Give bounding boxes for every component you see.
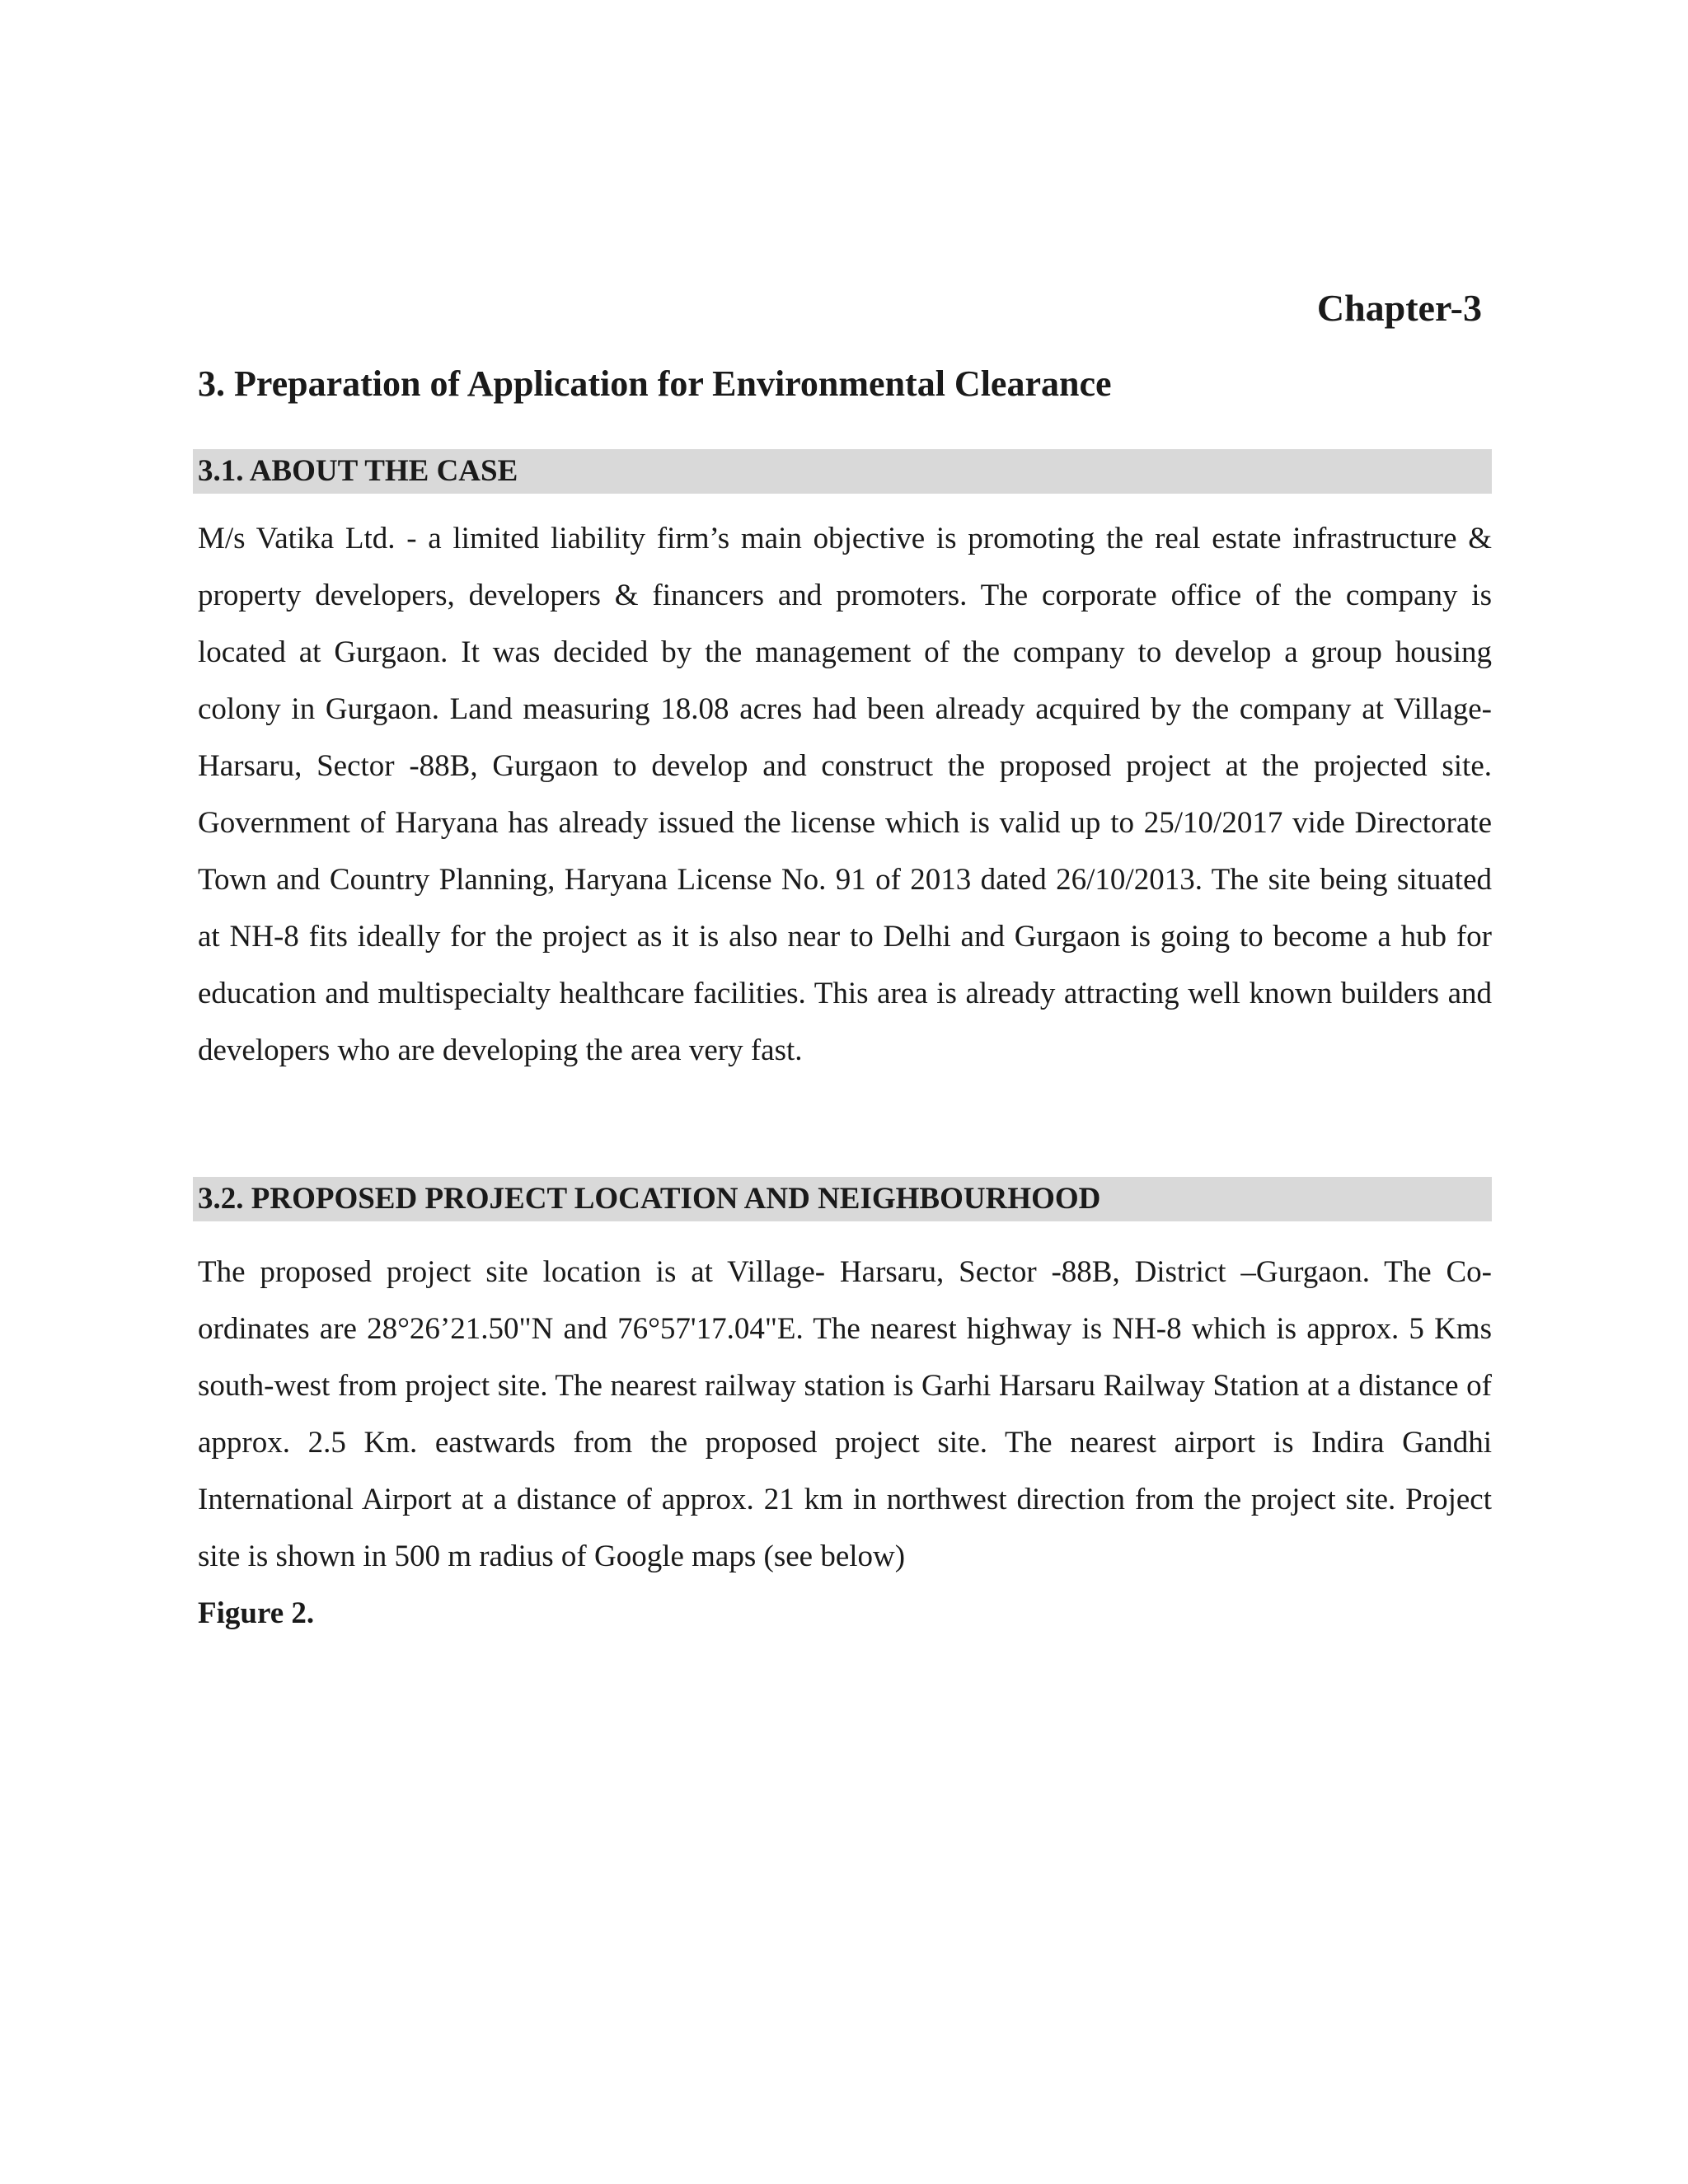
section-heading-project-location: 3.2. PROPOSED PROJECT LOCATION AND NEIGHBOURHOOD <box>193 1177 1492 1221</box>
section-body-about-the-case: M/s Vatika Ltd. - a limited liability firm’s main objective is promoting the real estate infrastructure & property developers, developers & financers and promoters. The corporate office of the company is located at Gurgaon. It was decided by the management of the company to develop a group housing colony in Gurgaon. Land measuring 18.08 acres had been already acquired by the company at Village- Harsaru, Sector -88B, Gurgaon to develop and construct the proposed project at the projected site. Government of Haryana has already issued the license which is valid up to 25/10/2017 vide Directorate Town and Country Planning, Haryana License No. 91 of 2013 dated 26/10/2013. The site being situated at NH-8 fits ideally for the project as it is also near to Delhi and Gurgaon is going to become a hub for education and multispecialty healthcare facilities. This area is already attracting well known builders and developers who are developing the area very fast. <box>198 522 1492 1067</box>
chapter-title: 3. Preparation of Application for Environmental Clearance <box>198 363 1112 404</box>
chapter-label: Chapter-3 <box>1316 287 1482 329</box>
project-location-text: The proposed project site location is at Village- Harsaru, Sector -88B, District –Gurgaon. The Co-ordinates are 28°26’21.50"N and 76°57'17.04"E. The nearest highway is NH-8 which is approx. 5 Kms south-west from project site. The nearest railway station is Garhi Harsaru Railway Station at a distance of approx. 2.5 Km. eastwards from the proposed project site. The nearest airport is Indira Gandhi International Airport at a distance of approx. 21 km in northwest direction from the project site. Project site is shown in 500 m radius of Google maps (see below) <box>198 1255 1492 1573</box>
figure-reference: Figure 2. <box>198 1596 315 1630</box>
section-heading-about-the-case: 3.1. ABOUT THE CASE <box>193 449 1492 494</box>
section-body-project-location <box>198 1244 1492 1642</box>
